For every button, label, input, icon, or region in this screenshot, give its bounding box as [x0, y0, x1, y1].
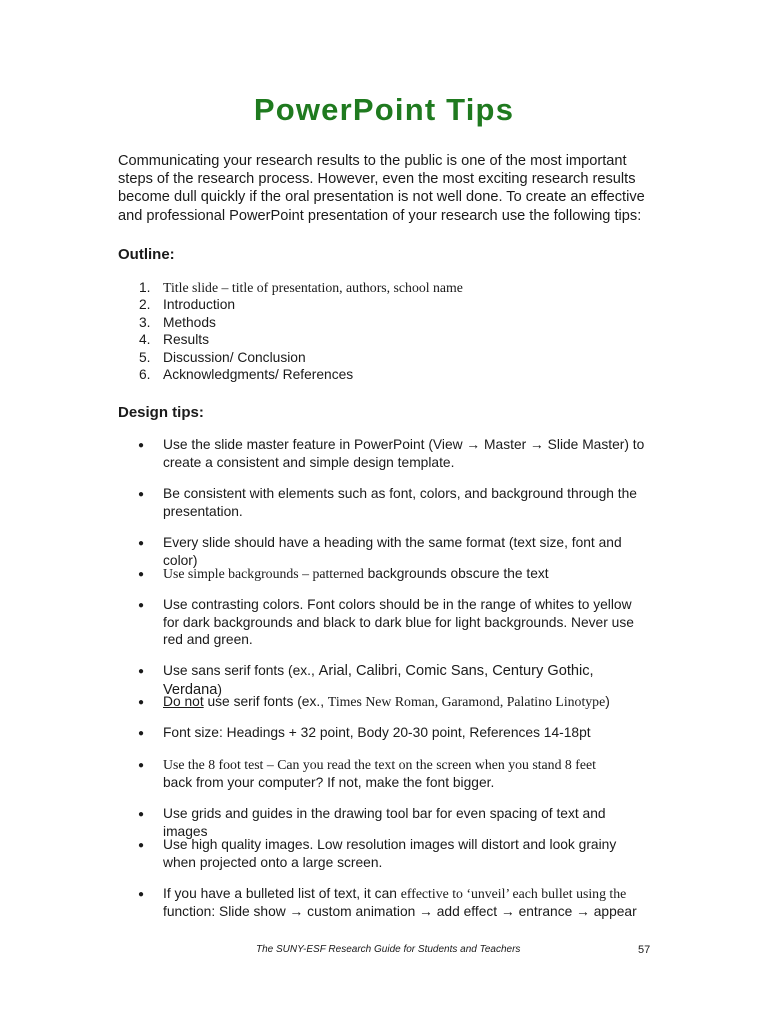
- sans-font-examples: Arial, Calibri, Comic Sans, Century Gothic, Verdana: [163, 663, 594, 698]
- design-tip-text: Use the slide master feature in PowerPoint (View → Master → Slide Master) to create a consistent and simple design template.: [163, 437, 645, 470]
- design-tip-text-part: ): [217, 681, 222, 697]
- design-tip-text: [163, 885, 648, 920]
- do-not-emphasis: Do not: [163, 694, 204, 709]
- list-item-text: Title slide – title of presentation, authors, school name: [163, 280, 463, 295]
- design-tip-text-sans: If you have a bulleted list of text, it can: [163, 886, 401, 901]
- bullet-icon: ●: [138, 666, 145, 677]
- design-tip-text: Use contrasting colors. Font colors should be in the range of whites to yellow for dark backgrounds and black to dark blue for light backgrounds. Never use red and green.: [163, 597, 634, 648]
- design-tip-text: Font size: Headings + 32 point, Body 20-30 point, References 14-18pt: [163, 725, 591, 740]
- design-tip: [118, 485, 648, 520]
- design-tip-text-sans: back from your computer? If not, make the font bigger.: [163, 774, 495, 790]
- bullet-icon: ●: [138, 697, 145, 708]
- design-tip: [118, 534, 648, 569]
- list-item-number: 4.: [139, 332, 151, 348]
- design-tip-text-serif: Use simple backgrounds – patterned: [163, 566, 364, 581]
- bullet-icon: ●: [138, 600, 145, 611]
- design-tip-text-sans: function: Slide show → custom animation → add effect → entrance → appear: [163, 903, 637, 919]
- list-item-text: Acknowledgments/ References: [163, 367, 354, 383]
- list-item: [118, 314, 638, 331]
- list-item-text: Results: [163, 332, 210, 348]
- bullet-icon: ●: [138, 889, 145, 900]
- list-item: [118, 331, 638, 348]
- page-footer: The SUNY-ESF Research Guide for Students and Teachers: [256, 944, 521, 955]
- design-tip-text: Use high quality images. Low resolution images will distort and look grainy when projected onto a large screen.: [163, 837, 617, 870]
- bullet-icon: ●: [138, 728, 145, 739]
- design-tip: [118, 693, 648, 711]
- bullet-icon: ●: [138, 569, 145, 580]
- list-item-number: 5.: [139, 349, 151, 365]
- outline-list: [118, 279, 638, 383]
- bullet-icon: ●: [138, 538, 145, 549]
- list-item: [118, 296, 638, 313]
- design-tip-text-part: ): [605, 694, 610, 709]
- design-tip-text: [163, 756, 648, 791]
- design-tip-text: [163, 693, 648, 711]
- design-tip-text: Be consistent with elements such as font, colors, and background through the presentation.: [163, 486, 637, 519]
- design-tip: [118, 836, 648, 871]
- list-item-number: 3.: [139, 314, 151, 330]
- outline-heading: Outline:: [118, 246, 175, 263]
- list-item-number: 2.: [139, 297, 151, 313]
- design-tip: [118, 565, 648, 583]
- design-tip: [118, 436, 648, 471]
- list-item: [118, 349, 638, 366]
- design-tip-text-serif: Use the 8 foot test – Can you read the text on the screen when you stand 8 feet: [163, 757, 596, 772]
- design-tip: [118, 596, 648, 649]
- design-tip-text-sans: backgrounds obscure the text: [363, 566, 549, 581]
- bullet-icon: ●: [138, 760, 145, 771]
- list-item: [118, 366, 638, 383]
- list-item-text: Methods: [163, 314, 216, 330]
- list-item-number: 6.: [139, 367, 151, 383]
- list-item-text: Discussion/ Conclusion: [163, 349, 306, 365]
- design-tip: [118, 756, 648, 791]
- page-number: 57: [638, 944, 651, 956]
- design-tip: [118, 724, 648, 742]
- bullet-icon: ●: [138, 809, 145, 820]
- design-tip-text-part: Use sans serif fonts (ex.,: [163, 663, 319, 678]
- design-tip: [118, 885, 648, 920]
- list-item: [118, 279, 638, 296]
- design-tip-text: Use grids and guides in the drawing tool bar for even spacing of text and images: [163, 806, 606, 839]
- bullet-icon: ●: [138, 440, 145, 451]
- design-tip-text: [163, 565, 648, 583]
- serif-font-examples: Times New Roman, Garamond, Palatino Linotype: [327, 694, 606, 709]
- bullet-icon: ●: [138, 489, 145, 500]
- list-item-text: Introduction: [163, 297, 236, 313]
- design-tips-heading: Design tips:: [118, 404, 204, 421]
- design-tip: [118, 805, 648, 840]
- design-tip-text: Every slide should have a heading with the same format (text size, font and color): [163, 535, 622, 568]
- design-tip-text-part: use serif fonts (ex.,: [203, 694, 328, 709]
- intro-paragraph: Communicating your research results to the public is one of the most important steps of the research process. However, even the most exciting research results become dull quickly if the oral presentation is not well done. To create an effective and professional PowerPoint presentation of your research use the following tips:: [118, 153, 645, 224]
- design-tip-text-serif: effective to ‘unveil’ each bullet using the: [400, 886, 627, 901]
- bullet-icon: ●: [138, 840, 145, 851]
- list-item-number: 1.: [139, 280, 151, 295]
- page-title: PowerPoint Tips: [253, 92, 515, 127]
